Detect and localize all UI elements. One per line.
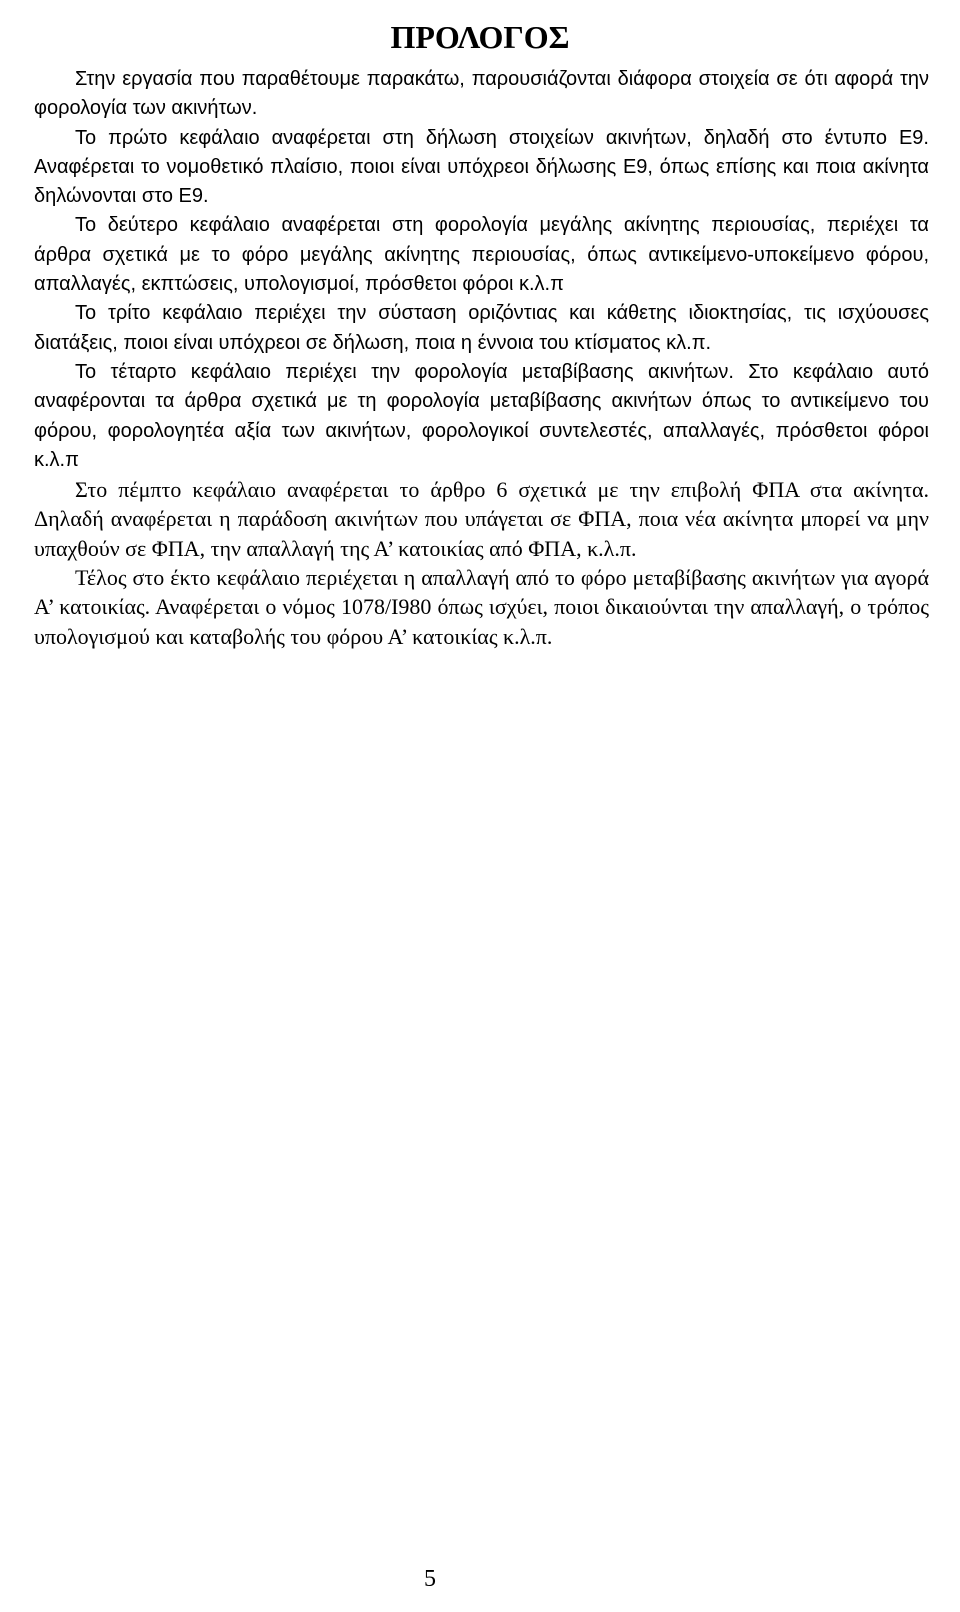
paragraph-chapter-6: Τέλος στο έκτο κεφάλαιο περιέχεται η απαλλαγή από το φόρο μεταβίβασης ακινήτων για αγορά Α’ κατοικίας. Αναφέρεται ο νόμος 1078/Ι980 όπως ισχύει, ποιοι δικαιούνται την απαλλαγή, ο τρόπος υπολογισμού και καταβολής του φόρου Α’ κατοικίας κ.λ.π. — [34, 565, 929, 649]
page-number: 5 — [424, 1566, 436, 1592]
paragraph-chapter-2: Το δεύτερο κεφάλαιο αναφέρεται στη φορολογία μεγάλης ακίνητης περιουσίας, περιέχει τα άρθρα σχετικά με το φόρο μεγάλης ακίνητης περιουσίας, όπως αντικείμενο-υποκείμενο φόρου, απαλλαγές, εκπτώσεις, υπολογισμοί, πρόσθετοι φόροι κ.λ.π — [34, 214, 929, 296]
document-body — [34, 65, 929, 651]
paragraph-chapter-4: Το τέταρτο κεφάλαιο περιέχει την φορολογία μεταβίβασης ακινήτων. Στο κεφάλαιο αυτό αναφέρονται τα άρθρα σχετικά με τη φορολογία μεταβίβασης ακινήτων όπως το αντικείμενο του φόρου, φορολογητέα αξία των ακινήτων, φορολογικοί συντελεστές, απαλλαγές, πρόσθετοι φόροι κ.λ.π — [34, 360, 929, 471]
paragraph-chapter-3: Το τρίτο κεφάλαιο περιέχει την σύσταση οριζόντιας και κάθετης ιδιοκτησίας, τις ισχύουσες διατάξεις, ποιοι είναι υπόχρεοι σε δήλωση, ποια η έννοια του κτίσματος κλ.π. — [34, 302, 929, 354]
paragraph-chapter-1: Το πρώτο κεφάλαιο αναφέρεται στη δήλωση στοιχείων ακινήτων, δηλαδή στο έντυπο Ε9. Αναφέρεται το νομοθετικό πλαίσιο, ποιοι είναι υπόχρεοι δήλωσης Ε9, όπως επίσης και ποια ακίνητα δηλώνονται στο Ε9. — [34, 126, 929, 208]
page-title: ΠΡΟΛΟΓΟΣ — [390, 19, 570, 56]
paragraph-chapter-5: Στο πέμπτο κεφάλαιο αναφέρεται το άρθρο 6 σχετικά με την επιβολή ΦΠΑ στα ακίνητα. Δηλαδή αναφέρεται η παράδοση ακινήτων που υπάγεται σε ΦΠΑ, ποια νέα ακίνητα μπορεί να μην υπαχθούν σε ΦΠΑ, την απαλλαγή της Α’ κατοικίας από ΦΠΑ, κ.λ.π. — [34, 477, 929, 561]
paragraph-intro: Στην εργασία που παραθέτουμε παρακάτω, παρουσιάζονται διάφορα στοιχεία σε ότι αφορά την φορολογία των ακινήτων. — [34, 68, 929, 120]
page-number-footer — [0, 1567, 960, 1591]
